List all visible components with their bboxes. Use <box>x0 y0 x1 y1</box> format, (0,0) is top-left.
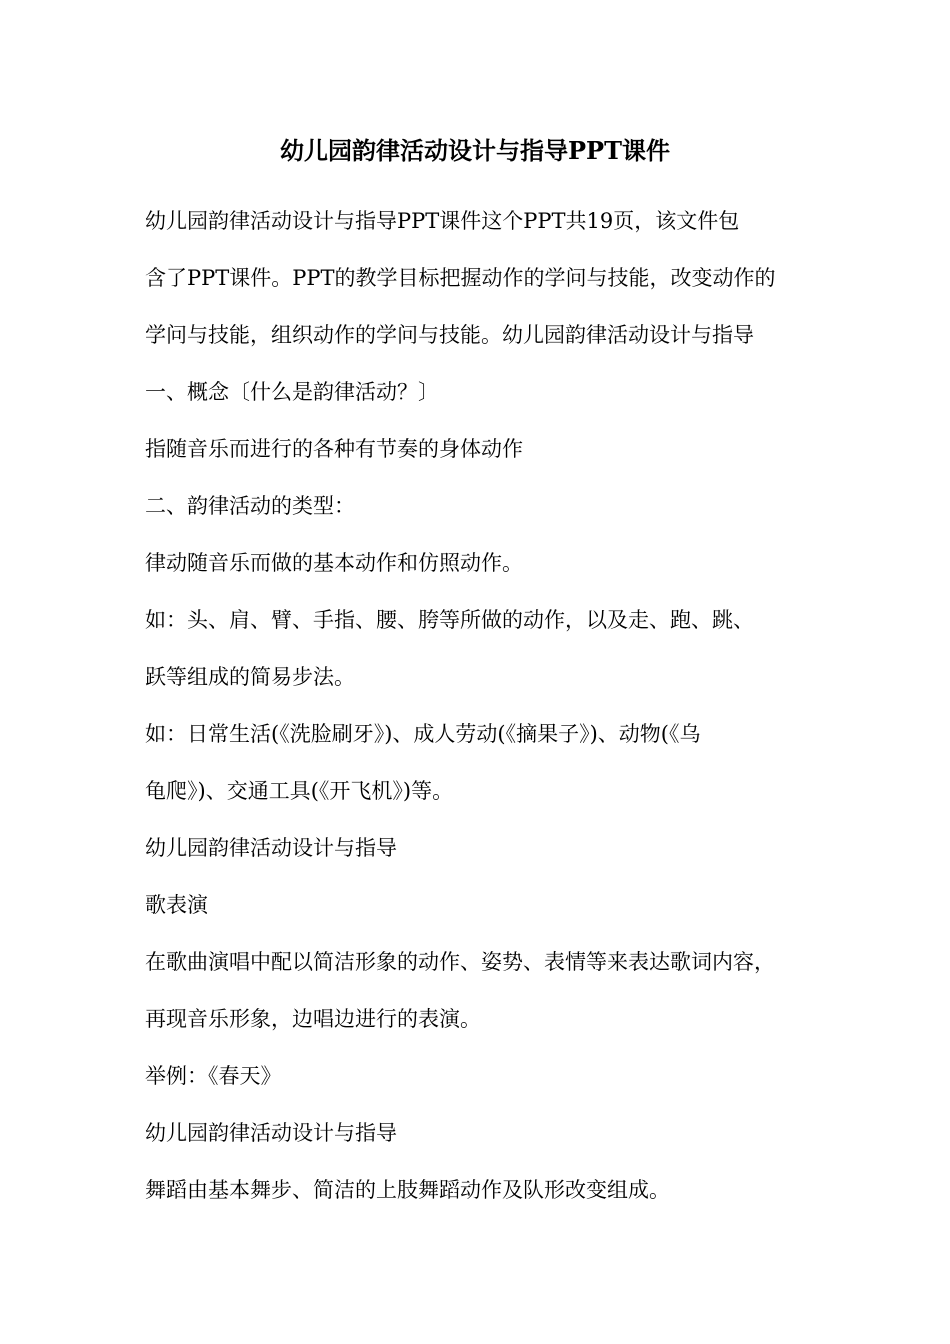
intro-line-1: 幼儿园韵律活动设计与指导PPT课件这个PPT共19页，该文件包 <box>145 209 740 233</box>
concept-definition: 指随音乐而进行的各种有节奏的身体动作 <box>145 437 523 461</box>
subheading-song-performance: 歌表演 <box>145 893 208 917</box>
rhythm-definition: 律动随音乐而做的基本动作和仿照动作。 <box>145 551 523 575</box>
example-daily-life-line-1: 如：日常生活(《洗脸刷牙》)、成人劳动(《摘果子》)、动物(《乌 <box>145 722 701 746</box>
subheading-design-guide-2: 幼儿园韵律活动设计与指导 <box>145 1121 397 1145</box>
subheading-design-guide-1: 幼儿园韵律活动设计与指导 <box>145 836 397 860</box>
document-title: 幼儿园韵律活动设计与指导PPT课件 <box>280 136 670 165</box>
song-performance-line-1: 在歌曲演唱中配以简洁形象的动作、姿势、表情等来表达歌词内容， <box>145 950 775 974</box>
section-heading-concept: 一、概念〔什么是韵律活动？〕 <box>145 380 439 404</box>
song-performance-line-2: 再现音乐形象，边唱边进行的表演。 <box>145 1007 481 1031</box>
intro-line-3: 学问与技能，组织动作的学问与技能。幼儿园韵律活动设计与指导 <box>145 323 754 347</box>
example-daily-life-line-2: 龟爬》)、交通工具(《开飞机》)等。 <box>145 779 454 803</box>
example-spring: 举例：《春天》 <box>145 1064 282 1088</box>
dance-definition: 舞蹈由基本舞步、简洁的上肢舞蹈动作及队形改变组成。 <box>145 1178 670 1202</box>
section-heading-types: 二、韵律活动的类型： <box>145 494 355 518</box>
intro-line-2: 含了PPT课件。PPT的教学目标把握动作的学问与技能，改变动作的 <box>145 266 776 290</box>
example-body-parts-line-2: 跃等组成的简易步法。 <box>145 665 355 689</box>
example-body-parts-line-1: 如：头、肩、臂、手指、腰、胯等所做的动作，以及走、跑、跳、 <box>145 608 754 632</box>
